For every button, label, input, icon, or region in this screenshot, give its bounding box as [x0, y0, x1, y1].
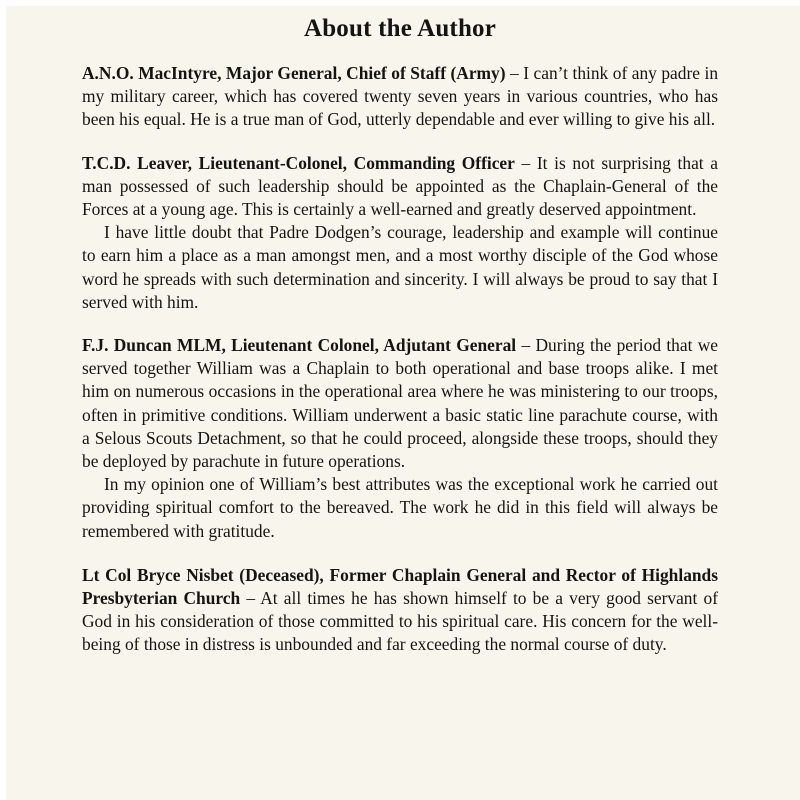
testimonial-author: Lt Col Bryce Nisbet (Deceased), Former Chaplain General and Rector of Highlands Presbyterian Church — [82, 564, 718, 609]
testimonial-paragraph: In my opinion one of William’s best attributes was the exceptional work he carried out providing spiritual comfort to the bereaved. The work he did in this field will always be remembered with gratitude. — [82, 474, 718, 541]
page-content — [82, 14, 718, 679]
testimonial-author: A.N.O. MacIntyre, Major General, Chief of Staff (Army) — [82, 63, 506, 83]
testimonial-macintyre — [82, 62, 718, 132]
testimonial-duncan — [82, 334, 718, 543]
page-edge-left — [0, 0, 6, 800]
dash: – — [240, 588, 261, 609]
testimonial-author: F.J. Duncan MLM, Lieutenant Colonel, Adjutant General — [82, 335, 517, 356]
testimonial-leaver — [82, 152, 718, 314]
testimonial-text: I can’t think of any padre in my military career, which has covered twenty seven years in various countries, who has been his equal. He is a true man of God, utterly dependable and ever willing to give his all. — [82, 63, 719, 130]
testimonial-paragraph — [82, 62, 718, 132]
testimonial-paragraph — [82, 152, 718, 222]
testimonial-text: During the period that we served together William was a Chaplain to both operational and base troops alike. I met him on numerous occasions in the operational area where he was ministering to our troops, often in primitive conditions. William underwent a basic static line parachute course, with a Selous Scouts Detachment, so that he could proceed, alongside these troops, should they be deployed by parachute in future operations. — [82, 335, 719, 472]
dash: – — [505, 63, 524, 83]
testimonial-text: It is not surprising that a man possessed of such leadership should be appointed as the Chaplain-General of the Forces at a young age. This is certainly a well-earned and greatly deserved appointment. — [82, 152, 718, 220]
testimonial-paragraph — [82, 334, 718, 473]
page-edge-top — [0, 0, 800, 6]
testimonial-text: At all times he has shown himself to be a very good servant of God in his consideration of those committed to his spiritual care. His concern for the well-being of those in distress is unbounded and far exceeding the normal course of duty. — [82, 588, 718, 655]
testimonial-nisbet — [82, 564, 718, 657]
testimonial-paragraph: I have little doubt that Padre Dodgen’s courage, leadership and example will continue to earn him a place as a man amongst men, and a most worthy disciple of the God whose word he spreads with such determination and sincerity. I will always be proud to say that I served with him. — [82, 222, 718, 312]
dash: – — [514, 152, 537, 173]
dash: – — [516, 335, 536, 356]
page-title: About the Author — [303, 15, 497, 42]
testimonial-paragraph — [82, 564, 718, 657]
testimonial-author: T.C.D. Leaver, Lieutenant-Colonel, Commanding Officer — [82, 152, 515, 173]
